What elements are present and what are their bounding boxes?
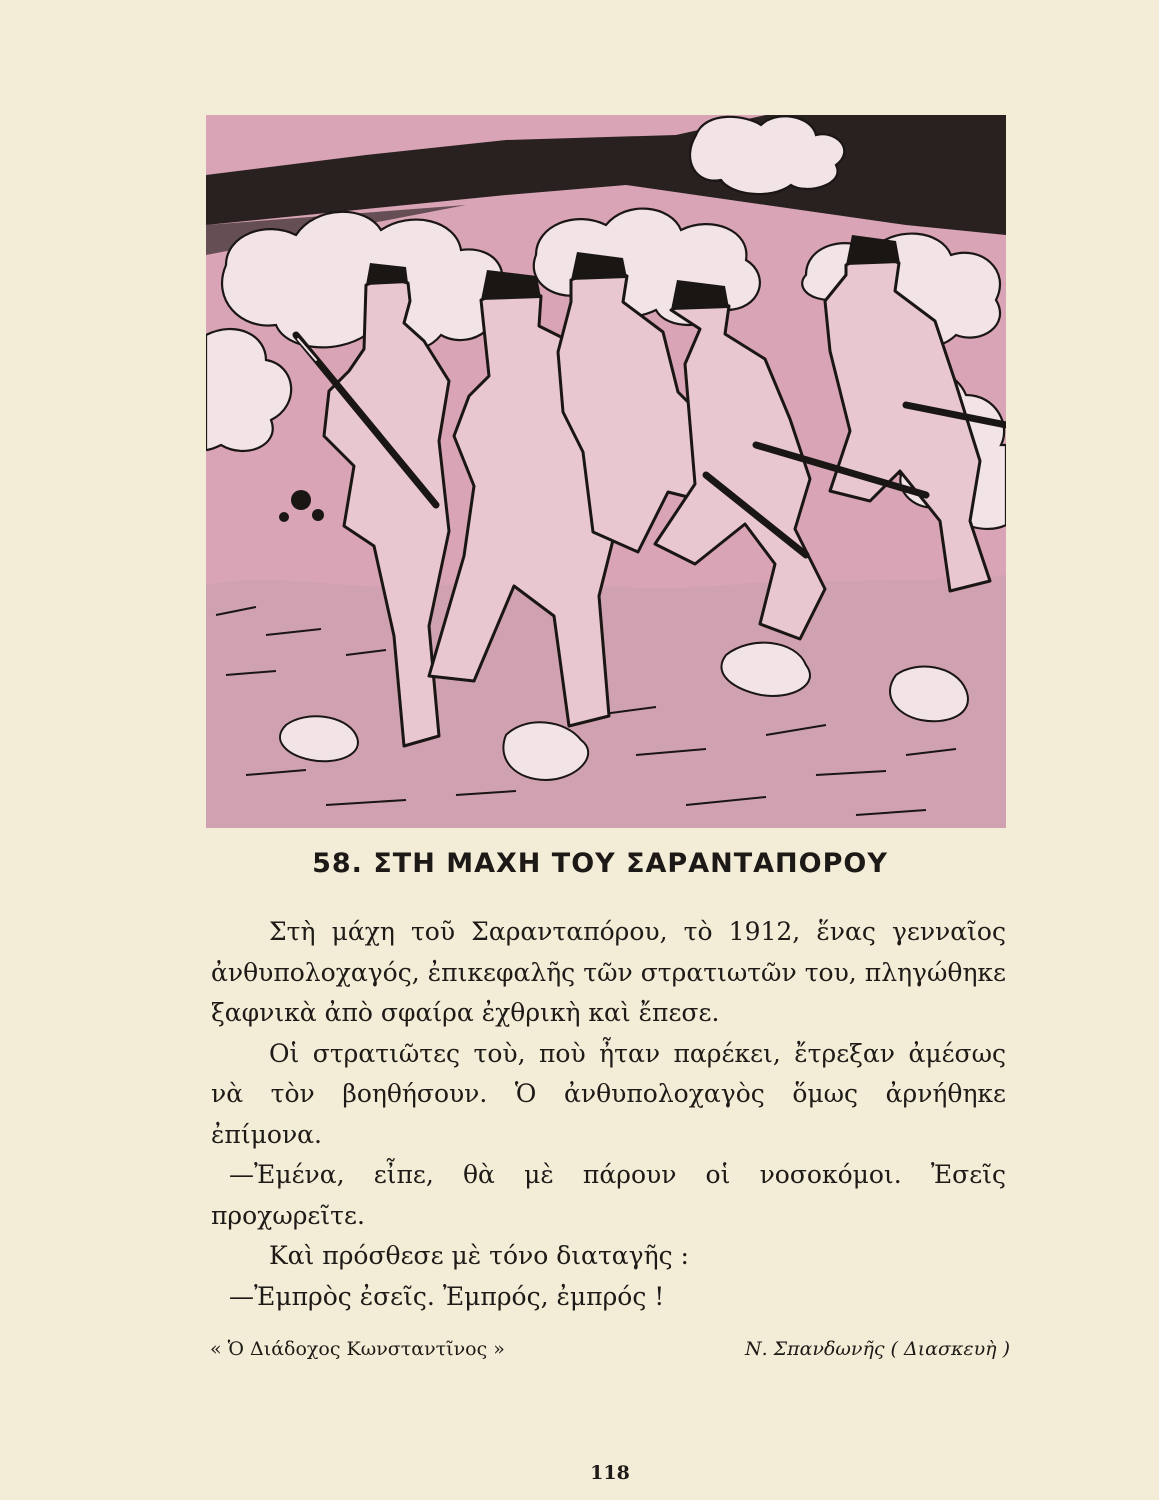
source-author: Ν. Σπανδωνῆς ( Διασκευὴ ) [744,1338,1010,1360]
paragraph: Καὶ πρόσθεσε μὲ τόνο διαταγῆς : [269,1241,689,1270]
page-number: 118 [590,1462,630,1484]
paragraph: Οἱ στρατιῶτες τοὺ, ποὺ ἦταν παρέκει, ἔτρεξαν ἀμέσως νὰ τὸν βοηθήσουν. Ὁ ἀνθυπολοχαγὸς ὅμως ἀρνήθηκε ἐπίμονα. [211,1038,1006,1149]
source-book: « Ὁ Διάδοχος Κωνσταντῖνος » [210,1338,505,1360]
paragraph: —Ἐμένα, εἶπε, θὰ μὲ πάρουν οἱ νοσοκόμοι. Ἐσεῖς προχωρεῖτε. [211,1160,1006,1230]
paragraph: —Ἐμπρὸς ἐσεῖς. Ἐμπρός, ἐμπρός ! [229,1281,665,1311]
story-text [211,912,1006,1317]
battle-illustration-drawing [206,115,1006,828]
battle-illustration [206,115,1006,828]
chapter-title: 58. ΣΤΗ ΜΑΧΗ ΤΟΥ ΣΑΡΑΝΤΑΠΟΡΟΥ [312,848,888,879]
paragraph: Στὴ μάχη τοῦ Σαρανταπόρου, τὸ 1912, ἕνας γενναῖος ἀνθυπολοχαγός, ἐπικεφαλῆς τῶν στρατιωτῶν του, πληγώθηκε ξαφνικὰ ἀπὸ σφαίρα ἐχθρικὴ καὶ ἔπεσε. [211,917,1006,1027]
